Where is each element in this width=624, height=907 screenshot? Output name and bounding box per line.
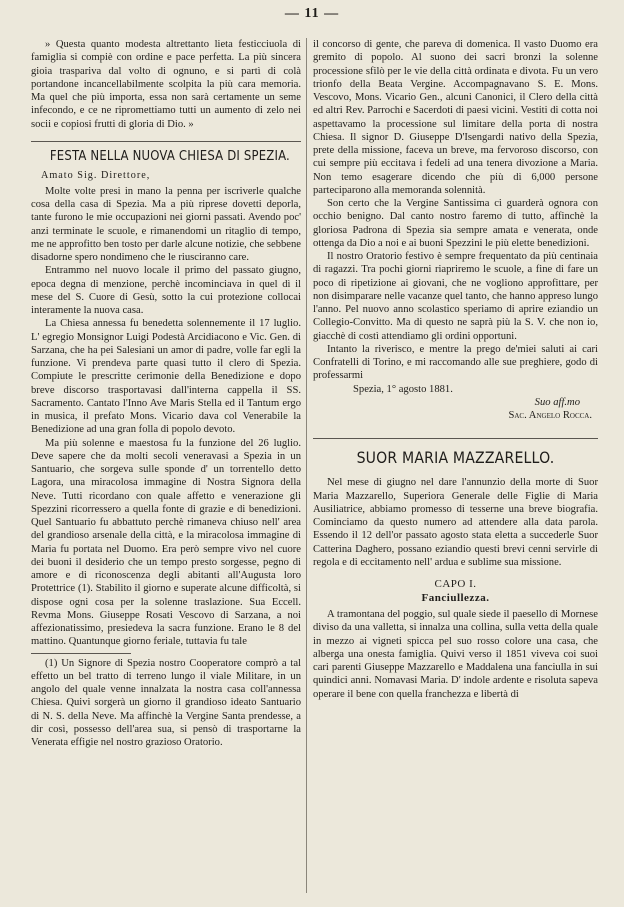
footnote: (1) Un Signore di Spezia nostro Cooperatore comprò a tal effetto un bel tratto di terreno lungo il viale Militare, in un angolo del quale venne innalzata la nostra casa coll'annessa Chiesa. Quivi sorgerà un giorno il grandioso ideato Santuario di N. S. della Neve. Ma affinchè la Vergine Santa prendesse, a dir così, possesso dell'area sua, si pensò di trasportarne la Venerata effigie nel nostro grazioso Oratorio.: [31, 657, 301, 748]
chapter-number: CAPO I.: [434, 578, 477, 590]
article-paragraph: La Chiesa annessa fu benedetta solennemente il 17 luglio. L' egregio Monsignor Luigi Podestà Arcidiacono e Vic. Gen. di Sarzana, che ha pei Salesiani un amor di padre, volle far egli la funzione. Vi prendeva parte quasi tutto il clero di Spezia. Compiute le prescritte cerimonie della Benedizione e dopo breve discorso trasportavasi dall'interna cappella il SS. Sacramento. Cantato l'Inno Ave Maris Stella ed il Tantum ergo in musica, il prefato Mons. Vicario dava col Venerabile la Benedizione ad una gran folla di popolo devoto.: [31, 318, 301, 436]
letter-date: Spezia, 1° agosto 1881.: [353, 383, 453, 395]
signature-text: Sac. Angelo Rocca.: [508, 410, 592, 421]
chapter-title: Fanciullezza.: [421, 592, 490, 604]
right-column: [313, 38, 598, 701]
article-paragraph: Son certo che la Vergine Santissima ci guarderà ognora con occhio benigno. Dal canto nostro faremo di tutto, affinchè la gloriosa Padrona di Spezia sia sempre amata e venerata, onde ottenga da Dio a noi e ai buoni Spezzini le più elette benedizioni.: [313, 198, 598, 249]
salutation: Amato Sig. Direttore,: [41, 169, 151, 181]
biography-intro: Nel mese di giugno nel dare l'annunzio della morte di Suor Maria Mazzarello, Superiora Generale delle Figlie di Maria Ausiliatrice, abbiamo promesso di tesserne una breve biografia. Cominciamo da questo numero ad attendere alla data parola. Essendo il 12 dell'or passato agosto stata eletta a succederle Suor Catterina Daghero, possano eziandio questi brevi cenni servirle di regola e di eccitamento nell' ardua e sublime sua missione.: [313, 477, 598, 568]
column-divider: [306, 38, 307, 893]
letter-signature: [313, 409, 598, 422]
section-rule-top: [31, 141, 301, 142]
chapter-text: A tramontana del poggio, sul quale siede il paesello di Mornese diviso da una valletta, si innalza una collina, sulla vetta della quale in mezzo ai vigneti spicca pel suo rosso colore una casa, che alberga una onesta famiglia. Quivi verso il 1851 viveva coi suoi cari parenti Giuseppe Mazzarello e Maddalena una fanciulla in sui quindici anni. Nomavasi Maria. D' indole ardente e risoluta sapeva operare il bene con quella franchezza e libertà di: [313, 609, 598, 700]
article-paragraph: Ma più solenne e maestosa fu la funzione del 26 luglio. Deve sapere che da molti secoli veneravasi a Spezia in un Santuario, che sorgeva sulle sponde d' un torrentello detto Lagora, una miracolosa immagine di Nostra Signora della Neve. Tutti ricordano con quale affetto e venerazione gli Spezzini ricorressero a quella fonte di grazie e di benedizioni. Quel Santuario fu abbattuto perchè rimaneva chiuso nell' area del grandioso arsenale della città, e la miracolosa immagine di Maria fu portata nel Duomo. Era però sempre vivo nel cuore dei buoni il desiderio che un tempo presto sorgesse, pegno di amore e di riconoscenza degli abitanti all'Augusta loro Protettrice (1). Stabilito il giorno e superate alcune difficoltà, si dispose ogni cosa per la solenne traslazione. Sua Eccell. Revma Mons. Giuseppe Rosati Vescovo di Sarzana, a noi affezionatissimo, presiedeva la sacra funzione. Erano le 8 del mattino. Quantunque giorno feriale, tuttavia fu tale: [31, 437, 301, 648]
article-paragraph: Intanto la riverisco, e mentre la prego de'miei saluti ai cari Confratelli di Torino, e mi raccomando alle sue preghiere, godo di professarmi: [313, 343, 598, 382]
left-column: [31, 38, 301, 749]
intro-paragraph: » Questa quanto modesta altrettanto lieta festicciuola di famiglia si compiè con ordine e pace perfetta. La più sincera gioia traspariva dal volto di ognuno, e si partì di colà portandone incancellabilmente scolpita la più cara memoria. Ma quel che più importa, essa non sarà certamente un seme infecondo, e ce ne ripromettiamo tutti un aumento di zelo nei socii e copiosi frutti di gloria di Dio. »: [31, 39, 301, 130]
article-paragraph: Entrammo nel nuovo locale il primo del passato giugno, epoca degna di menzione, perchè incominciava in quel dì il mese del S. Cuore di Gesù, sotto la cui protezione collocai interamente la nuova casa.: [31, 265, 301, 316]
article-paragraph: il concorso di gente, che pareva di domenica. Il vasto Duomo era gremito di popolo. Al suono dei sacri bronzi la solenne processione sfilò per le vie della città ordinata e divota. Fu un vero trionfo della Beata Vergine. Accompagnavano S. E. Mons. Vescovo, Mons. Vicario Gen., alcuni Canonici, il Clero della città ed altri Rev. Parrochi e Sacerdoti di paesi vicini. Vestiti di cotta noi aspettavamo la processione sul limitare della porta di nostra Chiesa. Il signor D. Giuseppe D'Isengardi nativo della Spezia, prete della missione, faceva un breve, ma fervoroso discorso, con cui sempre più eccitava i fedeli ad una tenera divozione a Maria. Non temo esagerare dicendo che più di 6,000 persone parteciparono alla memoranda solennità.: [313, 39, 598, 196]
letter-closing: Suo aff.mo: [534, 396, 580, 408]
page-number: — 11 —: [284, 6, 340, 21]
article-title: FESTA NELLA NUOVA CHIESA DI SPEZIA.: [49, 147, 290, 164]
biography-title: SUOR MARIA MAZZARELLO.: [356, 448, 555, 468]
article-paragraph: Molte volte presi in mano la penna per iscriverle qualche cosa della casa di Spezia. Ma a più riprese dovetti deporla, tante furono le mie occupazioni nei giorni passati. Avendo poc' anzi terminate le scuole, e rimanendomi un ritaglio di tempo, me ne approfitto ben tosto per darle alcune notizie, che sebbene disadorne spero nondimeno che le riusciranno care.: [31, 185, 301, 263]
section-rule: [313, 438, 598, 439]
article-paragraph: Il nostro Oratorio festivo è sempre frequentato da più centinaia di ragazzi. Tra pochi giorni riapriremo le scuole, a fine di fare un poco di ripetizione ai giovani, che ne vogliono approfittare, per non disimparare nelle vacanze quel tanto, che hanno appreso lungo l'anno. Pel nuovo anno scolastico speriamo di aprire eziandio un Collegio-Convitto. Ma di questo ne saprà più la S. V. che non io, giacchè di costì attendiamo gli ordini opportuni.: [313, 251, 598, 342]
footnote-rule: [31, 653, 131, 654]
